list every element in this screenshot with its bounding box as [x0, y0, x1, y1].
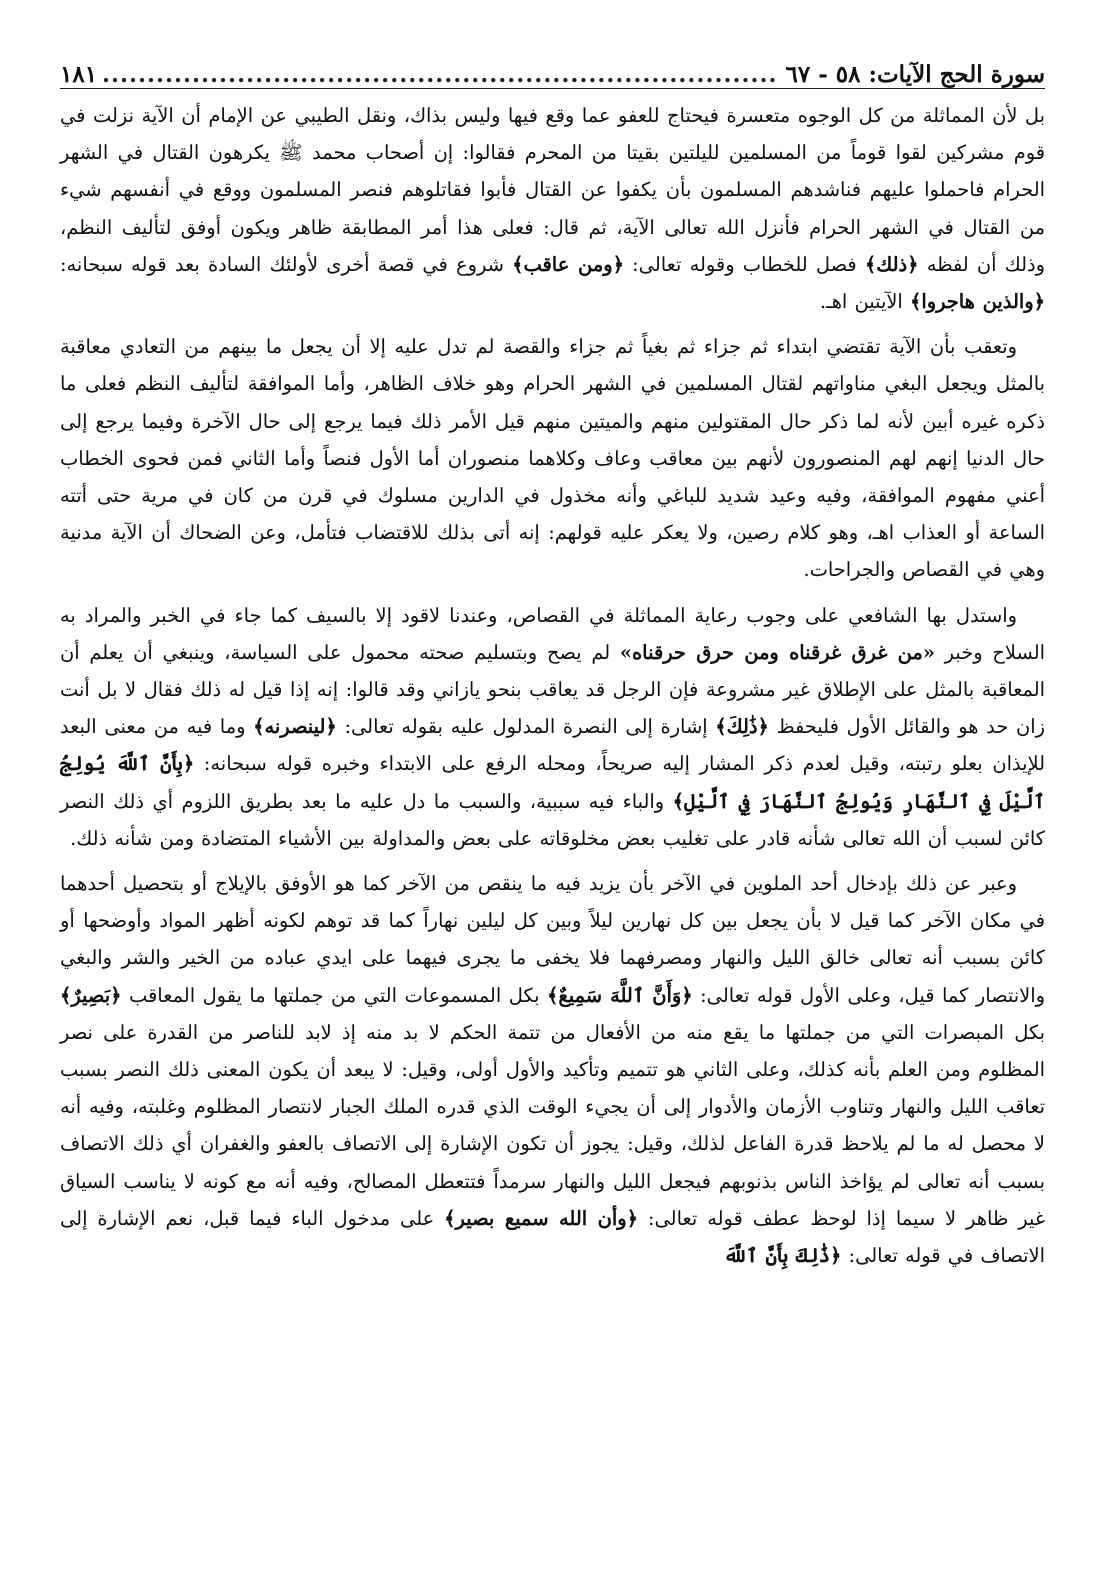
- body-text: وما فيه من معنى البعد للإيذان بعلو رتبته، وقيل لعدم ذكر المشار إليه صريحاً، ومحله الرفع على الابتداء وخبره قوله سبحانه:: [60, 715, 1046, 776]
- body-text: بل لأن المماثلة من كل الوجوه متعسرة فيحتاج للعفو عما وقع فيها وليس بذاك، ونقل الطيبي عن الإمام أن الآية نزلت في قوم مشركين لقوا قوماً من المسلمين لليلتين بقيتا من المحرم فقالوا: إن أصحاب محمد ﷺ يكرهون القتال في الشهر الحرام فاحملوا عليهم فناشدهم المسلمون بأن يكفوا عن القتال فأبوا فقاتلوهم فنصر المسلمون ووقع في أنفسهم شيء من القتال في الشهر الحرام فأنزل الله تعالى الآية، ثم قال: فعلى هذا أمر المطابقة ظاهر ويكون أوفق لتأليف النظم، وذلك أن لفظه: [60, 104, 1046, 276]
- body-text: على مدخول الباء فيما قبل، نعم الإشارة إلى الاتصاف في قوله تعالى:: [60, 1206, 1045, 1268]
- body-text: شروع في قصة أخرى لأولئك السادة بعد قوله سبحانه:: [60, 252, 513, 276]
- body-text: بكل المبصرات التي من جملتها ما يقع منه من الأفعال من تتمة الحكم لا بد منه إذ لابد للناصر من القدرة على نصر المظلوم ومن العلم بأنه كذلك، وعلى الثاني هو تتميم وتأكيد والأول أولى، وقيل: لا يبعد أن يكون المعنى ذلك النصر بسبب تعاقب الليل والنهار وتناوب الأزمان والأدوار إلى أن يجيء الوقت الذي قدره الملك الجبار لانتصار المظلوم وغلبته، وفيه أنه لا محصل له ما لم يلاحظ قدرة الفاعل لذلك، وقيل: يجوز أن تكون الإشارة إلى الاتصاف بالعفو والغفران أي ذلك الاتصاف بسبب أنه تعالى لم يؤاخذ الناس بذنوبهم فيجعل الليل والنهار سرمداً فتتعطل المصالح، وفيه أنه مع كونه لا يناسب السياق غير ظاهر لا سيما إذا لوحظ عطف قوله تعالى:: [60, 1020, 1045, 1230]
- quoted-text: ﴿بَصِيرٌ﴾: [60, 983, 122, 1007]
- quoted-text: ﴿لينصرنه﴾: [253, 715, 337, 739]
- body-text: وعبر عن ذلك بإدخال أحد الملوين في الآخر بأن يزيد فيه ما ينقص من الآخر كما هو الأوفق بالإيلاج أو بتحصيل أحدهما في مكان الآخر كما قيل لا بأن يجعل بين كل نهارين ليلاً وبين كل ليلين نهاراً كما قد توهم لكونه أظهر المواد وأوضحها أو كائن بسبب أنه تعالى خالق الليل والنهار ومصرفهما فلا يخفى ما يجرى فيهما على ايدي عباده من الخير والشر والبغي والانتصار كما قيل، وعلى الأول قوله تعالى:: [60, 872, 1045, 1007]
- page-body: [60, 97, 1045, 1274]
- body-text: لم يصح وبتسليم صحته محمول على السياسة، وينبغي أن يعلم أن المعاقبة بالمثل على الإطلاق غير مشروعة فإن الرجل قد يعاقب بنحو يازاني وقد قالوا: إنه إذا قيل له ذلك فقال لا بل أنت زان حد هو والقائل الأول فليحفظ: [60, 640, 1045, 739]
- body-text: والباء فيه سببية، والسبب ما دل عليه ما بعد بطريق اللزوم أي ذلك النصر كائن لسبب أن الله تعالى شأنه قادر على تغليب بعض مخلوقاته على بعض والمداولة بين الأشياء المتضادة ومن شأنه ذلك.: [60, 789, 1045, 850]
- paragraph: [60, 597, 1045, 857]
- quoted-text: ﴿ومن عاقب﴾: [512, 252, 624, 276]
- header-dot-leader: [99, 61, 777, 88]
- paragraph: [60, 97, 1045, 320]
- quoted-text: ﴿ذَٰلِكَ بِأَنَّ ٱللَّهَ: [723, 1244, 842, 1268]
- page-header: [60, 46, 1045, 89]
- body-text: واستدل بها الشافعي على وجوب رعاية المماثلة في القصاص، وعندنا لاقود إلا بالسيف كما جاء في الخبر والمراد به السلاح وخبر: [60, 603, 1045, 664]
- body-text: فصل للخطاب وقوله تعالى:: [623, 252, 865, 276]
- body-text: إشارة إلى النصرة المدلول عليه بقوله تعالى:: [336, 715, 716, 739]
- quoted-text: «من غرق غرقناه ومن حرق حرقناه»: [619, 640, 935, 664]
- quoted-text: ﴿وَأَنَّ ٱللَّهَ سَمِيعٌ﴾: [547, 983, 693, 1007]
- paragraph: [60, 865, 1045, 1274]
- quoted-text: ﴿والذين هاجروا﴾: [909, 290, 1045, 314]
- body-text: بكل المسموعات التي من جملتها ما يقول المعاقب: [121, 983, 548, 1007]
- quoted-text: ﴿ذَٰلِكَ﴾: [715, 715, 769, 739]
- body-text: وتعقب بأن الآية تقتضي ابتداء ثم جزاء ثم بغياً ثم جزاء والقصة لم تدل عليه إلا أن يجعل ما بينهم من التعادي معاقبة بالمثل ويجعل البغي مناواتهم لقتال المسلمين في الشهر الحرام وهو خلاف الظاهر، وأما الموافقة لتأليف النظم فعلى ما ذكره غيره أبين لأنه لما ذكر حال المقتولين منهم والميتين منهم قيل الأمر ذلك فيما يرجع إلى حال الآخرة وفيما يرجع إلى حال الدنيا إنهم لهم المنصورون لأنهم بين معاقب وعاف وكلاهما منصوران أما الأول فنصاً وأما الثاني فمن فحوى الخطاب أعني مفهوم الموافقة، وفيه وعيد شديد للباغي وأنه مخذول في الدارين مسلوك في قرن من كان في مرية حتى أتته الساعة أو العذاب اهـ، وهو كلام رصين، ولا يعكر عليه قولهم: إنه أتى بذلك للاقتضاب فتأمل، وعن الضحاك أن الآية مدنية وهي في القصاص والجراحات.: [60, 335, 1045, 582]
- quoted-text: ﴿بِأَنَّ ٱللَّهَ يُولِجُ ٱلَّيْلَ فِي ٱلنَّهَارِ وَيُولِجُ ٱلنَّهَارَ فِي ٱلَّيْلِ﴾: [60, 752, 1046, 813]
- page-number: ١٨١: [60, 61, 98, 88]
- quoted-text: ﴿ذلك﴾: [864, 252, 919, 276]
- quoted-text: ﴿وأن الله سميع بصير﴾: [444, 1206, 639, 1230]
- surah-title: سورة الحج الآيات: ٥٨ - ٦٧: [785, 61, 1045, 88]
- paragraph: [60, 328, 1045, 588]
- body-text: الآيتين اهـ.: [819, 290, 910, 314]
